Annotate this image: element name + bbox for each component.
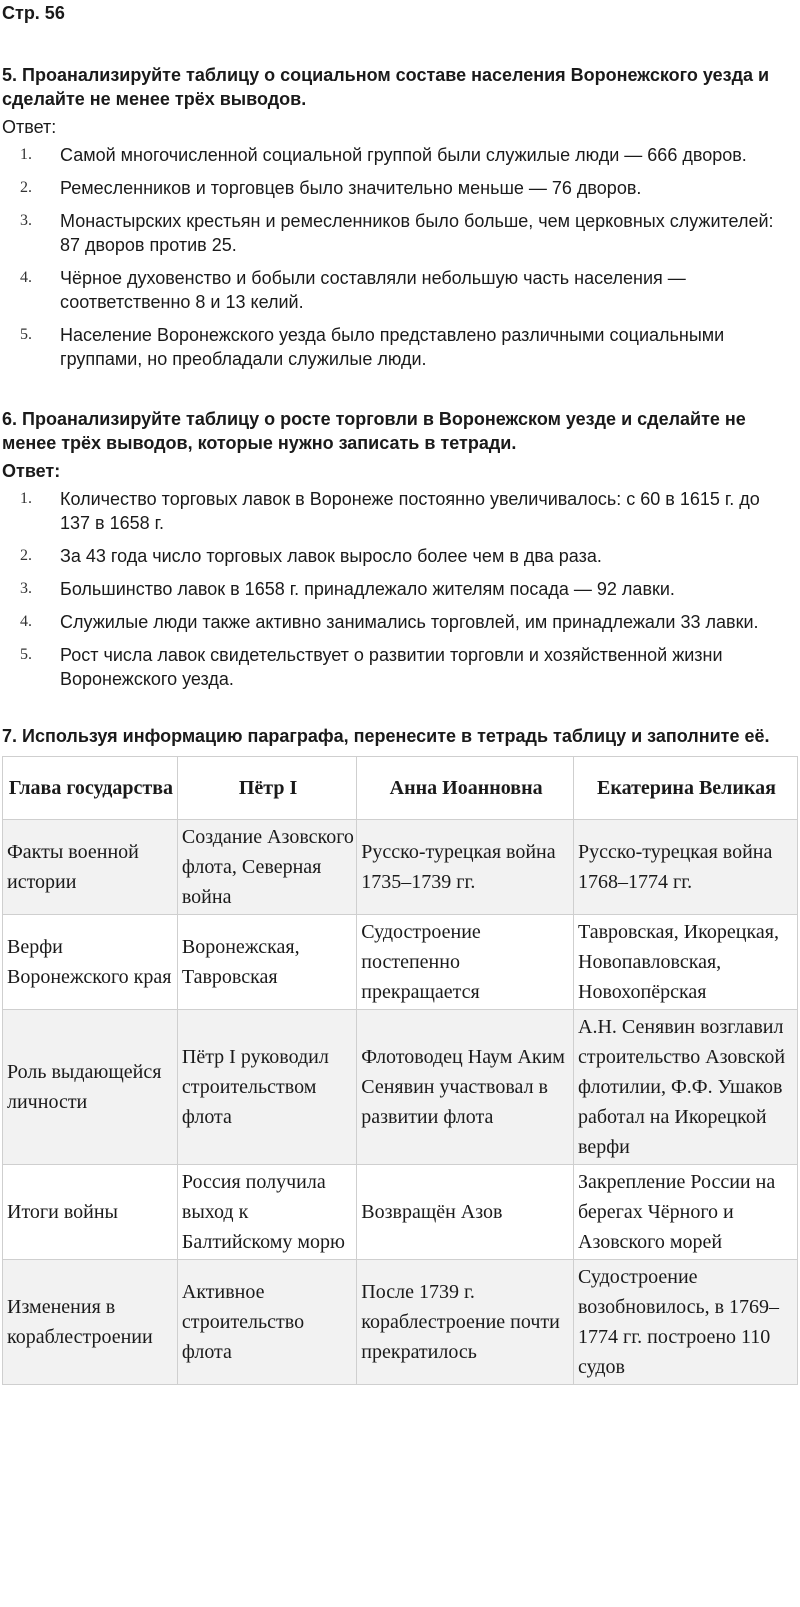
question-5-answer-list [2,143,800,371]
table-cell: Судостроение постепенно прекращается [357,915,574,1010]
answer-item-number: 5. [20,646,32,663]
table-cell: Воронежская, Тавровская [177,915,356,1010]
table-cell: Закрепление России на берегах Чёрного и Азовского морей [574,1165,798,1260]
table-row [3,1010,798,1165]
table-cell: Верфи Воронежского края [3,915,178,1010]
question-7-text: 7. Используя информацию параграфа, перенесите в тетрадь таблицу и заполните её. [2,726,770,746]
answer-item-number: 4. [20,613,32,630]
answer-item-text: Монастырских крестьян и ремесленников было больше, чем церковных служителей: 87 дворов против 25. [60,211,774,255]
table-header-cell: Пётр I [177,757,356,820]
table-cell: Флотоводец Наум Аким Сенявин участвовал в развитии флота [357,1010,574,1165]
answer-item-text: Рост числа лавок свидетельствует о развитии торговли и хозяйственной жизни Воронежского уезда. [60,645,723,689]
answer-item-number: 2. [20,179,32,196]
answer-item-text: Ремесленников и торговцев было значительно меньше — 76 дворов. [60,178,642,198]
page-number-label: Стр. 56 [2,3,65,23]
answer-item-text: Количество торговых лавок в Воронеже постоянно увеличивалось: с 60 в 1615 г. до 137 в 1658 г. [60,489,760,533]
table-cell: После 1739 г. кораблестроение почти прекратилось [357,1260,574,1385]
table-cell: Русско-турецкая война 1768–1774 гг. [574,820,798,915]
answer-item-number: 3. [20,212,32,229]
table-cell: Итоги войны [3,1165,178,1260]
answer-item-number: 1. [20,490,32,507]
table-cell: Роль выдающейся личности [3,1010,178,1165]
question-6-section [2,407,800,691]
answer-item [2,544,800,568]
answer-item [2,176,800,200]
question-7-section [2,724,800,1385]
answer-item-text: Самой многочисленной социальной группой были служилые люди — 666 дворов. [60,145,747,165]
answer-item-number: 2. [20,547,32,564]
answer-item [2,487,800,535]
table-header-cell: Анна Иоанновна [357,757,574,820]
table-row [3,820,798,915]
table-cell: Судостроение возобновилось, в 1769–1774 гг. построено 110 судов [574,1260,798,1385]
question-6-text: 6. Проанализируйте таблицу о росте торговли в Воронежском уезде и сделайте не менее трёх выводов, которые нужно записать в тетради. [2,409,746,453]
table-cell: Факты военной истории [3,820,178,915]
answer-item [2,143,800,167]
answer-item [2,577,800,601]
answer-item-number: 3. [20,580,32,597]
table-header-cell: Глава государства [3,757,178,820]
answer-item [2,610,800,634]
answer-item-text: Служилые люди также активно занимались торговлей, им принадлежали 33 лавки. [60,612,759,632]
answer-item-text: Чёрное духовенство и бобыли составляли небольшую часть населения — соответственно 8 и 13 келий. [60,268,686,312]
answer-item-number: 4. [20,269,32,286]
question-6-answer-label: Ответ: [2,461,61,481]
answer-item-number: 5. [20,326,32,343]
table-cell: Пётр I руководил строительством флота [177,1010,356,1165]
answer-item-number: 1. [20,146,32,163]
table-cell: Создание Азовского флота, Северная война [177,820,356,915]
answer-item-text: За 43 года число торговых лавок выросло более чем в два раза. [60,546,602,566]
table-header-cell: Екатерина Великая [574,757,798,820]
table-header-row [3,757,798,820]
history-table [2,756,798,1385]
table-cell: Русско-турецкая война 1735–1739 гг. [357,820,574,915]
answer-item [2,643,800,691]
table-row [3,915,798,1010]
question-5-answer-label: Ответ: [2,117,57,137]
answer-item [2,266,800,314]
answer-item-text: Население Воронежского уезда было представлено различными социальными группами, но преобладали служилые люди. [60,325,725,369]
table-cell: Возвращён Азов [357,1165,574,1260]
question-6-answer-list [2,487,800,691]
question-5-text: 5. Проанализируйте таблицу о социальном составе населения Воронежского уезда и сделайте не менее трёх выводов. [2,65,770,109]
answer-item-text: Большинство лавок в 1658 г. принадлежало жителям посада — 92 лавки. [60,579,675,599]
table-cell: Тавровская, Икорецкая, Новопавловская, Новохопёрская [574,915,798,1010]
table-cell: Изменения в кораблестроении [3,1260,178,1385]
question-5-section [2,63,800,371]
answer-item [2,323,800,371]
table-cell: А.Н. Сенявин возглавил строительство Азовской флотилии, Ф.Ф. Ушаков работал на Икорецкой верфи [574,1010,798,1165]
table-cell: Активное строительство флота [177,1260,356,1385]
answer-item [2,209,800,257]
table-row [3,1260,798,1385]
table-cell: Россия получила выход к Балтийскому морю [177,1165,356,1260]
table-row [3,1165,798,1260]
